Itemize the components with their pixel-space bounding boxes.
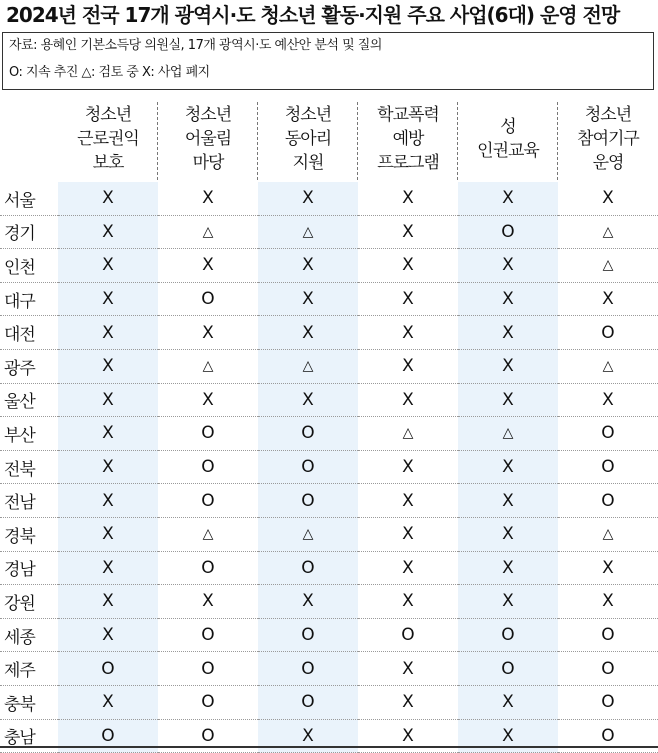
status-cell: O <box>258 618 358 652</box>
status-cell: △ <box>558 349 658 383</box>
table-row <box>0 215 658 249</box>
corner-cell <box>0 96 58 182</box>
status-cell: O <box>458 215 558 249</box>
status-cell: △ <box>558 215 658 249</box>
status-cell: O <box>458 618 558 652</box>
status-cell: O <box>258 450 358 484</box>
status-cell: △ <box>258 517 358 551</box>
region-label: 경북 <box>0 517 58 551</box>
status-cell: X <box>458 316 558 350</box>
table-row <box>0 249 658 283</box>
region-label: 충남 <box>0 719 58 753</box>
table-row <box>0 484 658 518</box>
status-cell: △ <box>558 517 658 551</box>
status-cell: O <box>158 282 258 316</box>
status-cell: X <box>58 417 158 451</box>
status-cell: X <box>58 685 158 719</box>
status-cell: O <box>158 417 258 451</box>
status-cell: X <box>458 349 558 383</box>
status-cell: X <box>258 182 358 215</box>
status-cell: △ <box>358 417 458 451</box>
status-cell: O <box>258 551 358 585</box>
bottom-rule <box>0 746 658 748</box>
status-cell: X <box>158 182 258 215</box>
status-cell: △ <box>158 349 258 383</box>
status-cell: X <box>158 249 258 283</box>
status-cell: O <box>158 652 258 686</box>
status-cell: X <box>258 383 358 417</box>
notes-box <box>2 32 654 90</box>
status-cell: O <box>158 551 258 585</box>
status-cell: X <box>158 585 258 619</box>
status-cell: O <box>558 652 658 686</box>
table-row <box>0 685 658 719</box>
column-header: 학교폭력 예방 프로그램 <box>358 96 458 182</box>
table-row <box>0 383 658 417</box>
status-cell: X <box>358 551 458 585</box>
status-cell: O <box>558 417 658 451</box>
status-cell: O <box>158 450 258 484</box>
region-label: 경남 <box>0 551 58 585</box>
status-cell: X <box>58 585 158 619</box>
column-header: 청소년 근로권익 보호 <box>58 96 158 182</box>
status-cell: X <box>358 652 458 686</box>
status-cell: X <box>358 215 458 249</box>
header-row <box>0 96 658 182</box>
status-cell: X <box>58 249 158 283</box>
status-cell: O <box>458 652 558 686</box>
status-cell: X <box>58 349 158 383</box>
status-cell: X <box>458 719 558 753</box>
status-cell: X <box>358 316 458 350</box>
status-cell: O <box>58 652 158 686</box>
status-cell: X <box>358 719 458 753</box>
status-cell: X <box>558 182 658 215</box>
status-cell: O <box>558 316 658 350</box>
column-header: 청소년 어울림 마당 <box>158 96 258 182</box>
status-cell: O <box>358 618 458 652</box>
status-cell: △ <box>458 417 558 451</box>
status-cell: O <box>558 719 658 753</box>
status-cell: X <box>458 484 558 518</box>
table-row <box>0 316 658 350</box>
table-row <box>0 349 658 383</box>
status-cell: X <box>158 316 258 350</box>
status-cell: X <box>58 517 158 551</box>
status-cell: X <box>58 450 158 484</box>
status-cell: X <box>458 551 558 585</box>
status-cell: O <box>258 652 358 686</box>
table-row <box>0 652 658 686</box>
legend-note: O: 지속 추진 △: 검토 중 X: 사업 폐지 <box>9 65 210 80</box>
region-label: 전북 <box>0 450 58 484</box>
status-cell: △ <box>158 517 258 551</box>
status-cell: O <box>258 484 358 518</box>
status-cell: X <box>158 383 258 417</box>
region-label: 대전 <box>0 316 58 350</box>
region-label: 인천 <box>0 249 58 283</box>
table-row <box>0 551 658 585</box>
table-row <box>0 450 658 484</box>
status-cell: O <box>558 685 658 719</box>
status-cell: O <box>58 719 158 753</box>
region-label: 부산 <box>0 417 58 451</box>
status-cell: O <box>158 484 258 518</box>
table-row <box>0 417 658 451</box>
region-label: 세종 <box>0 618 58 652</box>
status-cell: X <box>358 685 458 719</box>
column-header: 청소년 참여기구 운영 <box>577 105 639 173</box>
status-cell: X <box>358 585 458 619</box>
status-cell: O <box>158 719 258 753</box>
status-cell: X <box>458 450 558 484</box>
status-table <box>0 96 658 753</box>
column-header: 성 인권교육 <box>458 96 558 182</box>
status-cell: X <box>358 383 458 417</box>
status-cell: O <box>158 685 258 719</box>
status-cell: X <box>58 618 158 652</box>
status-cell: △ <box>158 215 258 249</box>
region-label: 제주 <box>0 652 58 686</box>
status-cell: X <box>458 517 558 551</box>
status-cell: △ <box>258 349 358 383</box>
status-cell: X <box>358 517 458 551</box>
status-cell: X <box>558 383 658 417</box>
status-cell: O <box>258 685 358 719</box>
region-label: 대구 <box>0 282 58 316</box>
status-cell: X <box>58 215 158 249</box>
region-label: 강원 <box>0 585 58 619</box>
table-row <box>0 585 658 619</box>
region-label: 서울 <box>0 182 58 215</box>
status-cell: X <box>258 249 358 283</box>
region-label: 전남 <box>0 484 58 518</box>
status-cell: X <box>58 282 158 316</box>
status-cell: X <box>258 316 358 350</box>
region-label: 광주 <box>0 349 58 383</box>
status-cell: O <box>258 417 358 451</box>
status-cell: X <box>358 484 458 518</box>
page-title: 2024년 전국 17개 광역시·도 청소년 활동·지원 주요 사업(6대) 운영 전망 <box>6 3 620 27</box>
status-cell: O <box>558 450 658 484</box>
status-cell: X <box>458 249 558 283</box>
column-header: 청소년 동아리 지원 <box>258 96 358 182</box>
region-label: 울산 <box>0 383 58 417</box>
status-cell: X <box>58 182 158 215</box>
status-cell: X <box>258 282 358 316</box>
status-cell: X <box>358 249 458 283</box>
status-cell: X <box>358 450 458 484</box>
status-cell: X <box>358 182 458 215</box>
source-note: 자료: 용혜인 기본소득당 의원실, 17개 광역시·도 예산안 분석 및 질의 <box>9 38 382 53</box>
region-label: 충북 <box>0 685 58 719</box>
status-cell: X <box>458 383 558 417</box>
status-cell: △ <box>258 215 358 249</box>
status-cell: X <box>458 182 558 215</box>
status-cell: △ <box>558 249 658 283</box>
status-cell: X <box>58 551 158 585</box>
status-cell: X <box>458 282 558 316</box>
status-cell: X <box>258 719 358 753</box>
status-cell: X <box>558 551 658 585</box>
status-cell: X <box>558 282 658 316</box>
status-cell: O <box>158 618 258 652</box>
status-cell: X <box>58 484 158 518</box>
status-cell: X <box>58 383 158 417</box>
status-cell: O <box>558 484 658 518</box>
status-cell: X <box>458 685 558 719</box>
status-cell: X <box>58 316 158 350</box>
status-cell: O <box>558 618 658 652</box>
table-row <box>0 618 658 652</box>
status-cell: X <box>558 585 658 619</box>
status-cell: X <box>458 585 558 619</box>
status-cell: X <box>358 349 458 383</box>
table-row <box>0 182 658 215</box>
status-cell: X <box>258 585 358 619</box>
region-label: 경기 <box>0 215 58 249</box>
table-row <box>0 282 658 316</box>
status-cell: X <box>358 282 458 316</box>
table-row <box>0 517 658 551</box>
